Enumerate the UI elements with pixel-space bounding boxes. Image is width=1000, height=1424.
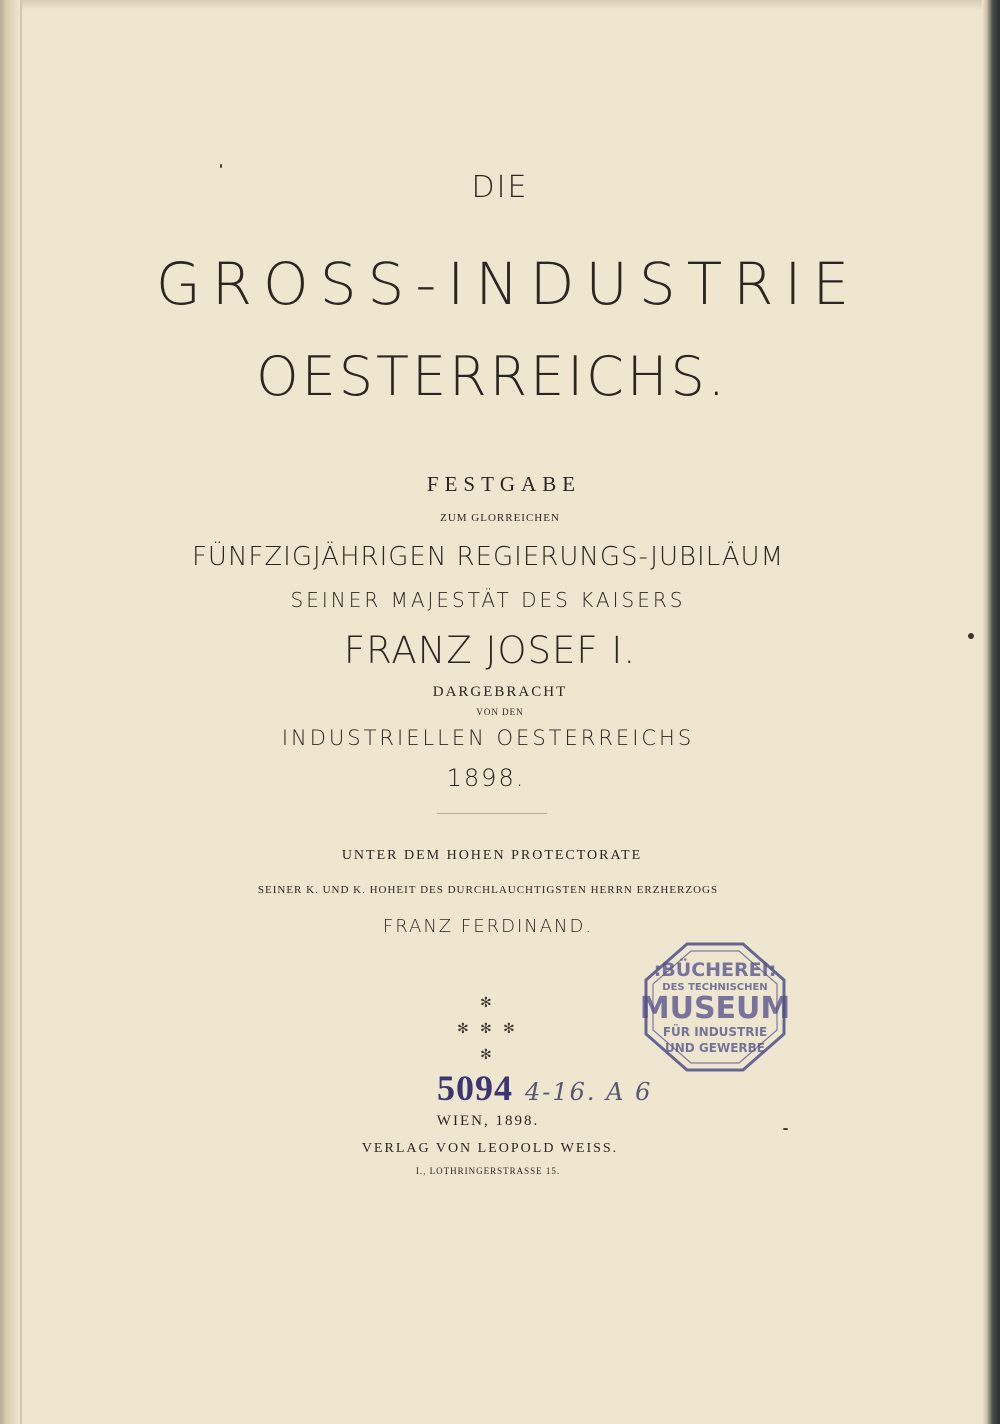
majesty-line: SEINER MAJESTÄT DES KAISERS <box>290 588 686 612</box>
svg-text:DES TECHNISCHEN: DES TECHNISCHEN <box>662 982 768 993</box>
svg-text:MUSEUM: MUSEUM <box>640 991 790 1026</box>
ink-speck <box>968 633 974 639</box>
page-top-edge <box>0 0 1000 10</box>
ornament-star-icon: ✻ <box>503 1021 515 1037</box>
ornament-star-icon: ✻ <box>457 1021 469 1037</box>
von-den-line: VON DEN <box>476 707 524 717</box>
protectorate-line: UNTER DEM HOHEN PROTECTORATE <box>341 848 643 863</box>
imprint-place-date: WIEN, 1898. <box>436 1113 540 1129</box>
archduke-title-line: SEINER K. UND K. HOHEIT DES DURCHLAUCHTIGSTEN HERRN ERZHERZOGS <box>257 884 719 896</box>
handwritten-shelfmark: 4-16. A 6 <box>525 1078 653 1106</box>
archduke-name: FRANZ FERDINAND. <box>382 916 594 937</box>
imprint-publisher: VERLAG VON LEOPOLD WEISS. <box>361 1141 619 1156</box>
inventory-number: 5094 <box>437 1068 513 1108</box>
svg-text:FÜR INDUSTRIE: FÜR INDUSTRIE <box>662 1025 768 1039</box>
dargebracht-line: DARGEBRACHT <box>432 684 568 700</box>
main-title: GROSS-INDUSTRIE <box>155 250 861 318</box>
svg-text::BÜCHEREI:: :BÜCHEREI: <box>653 959 777 981</box>
library-stamp-icon <box>640 940 790 1074</box>
ornament-star-icon: ✻ <box>480 1021 492 1037</box>
ink-speck <box>220 164 222 168</box>
emperor-name: FRANZ JOSEF I. <box>343 629 637 672</box>
ornament-star-icon: ✻ <box>480 995 492 1011</box>
title-article: DIE <box>471 170 529 205</box>
divider-rule <box>437 813 547 814</box>
year-line: 1898. <box>446 764 526 792</box>
ornament-star-icon: ✻ <box>480 1047 492 1063</box>
festgabe-heading: FESTGABE <box>426 472 582 496</box>
imprint-address: I., LOTHRINGERSTRASSE 15. <box>415 1166 561 1176</box>
jubilee-line: FÜNFZIGJÄHRIGEN REGIERUNGS-JUBILÄUM <box>191 542 785 572</box>
dedication-zum: ZUM GLORREICHEN <box>440 512 560 524</box>
main-title-subline: OESTERREICHS. <box>256 345 728 408</box>
star-ornament <box>455 996 519 1066</box>
ink-speck <box>783 1128 788 1130</box>
svg-text:UND GEWERBE: UND GEWERBE <box>665 1041 765 1055</box>
industrialists-line: INDUSTRIELLEN OESTERREICHS <box>281 726 695 750</box>
